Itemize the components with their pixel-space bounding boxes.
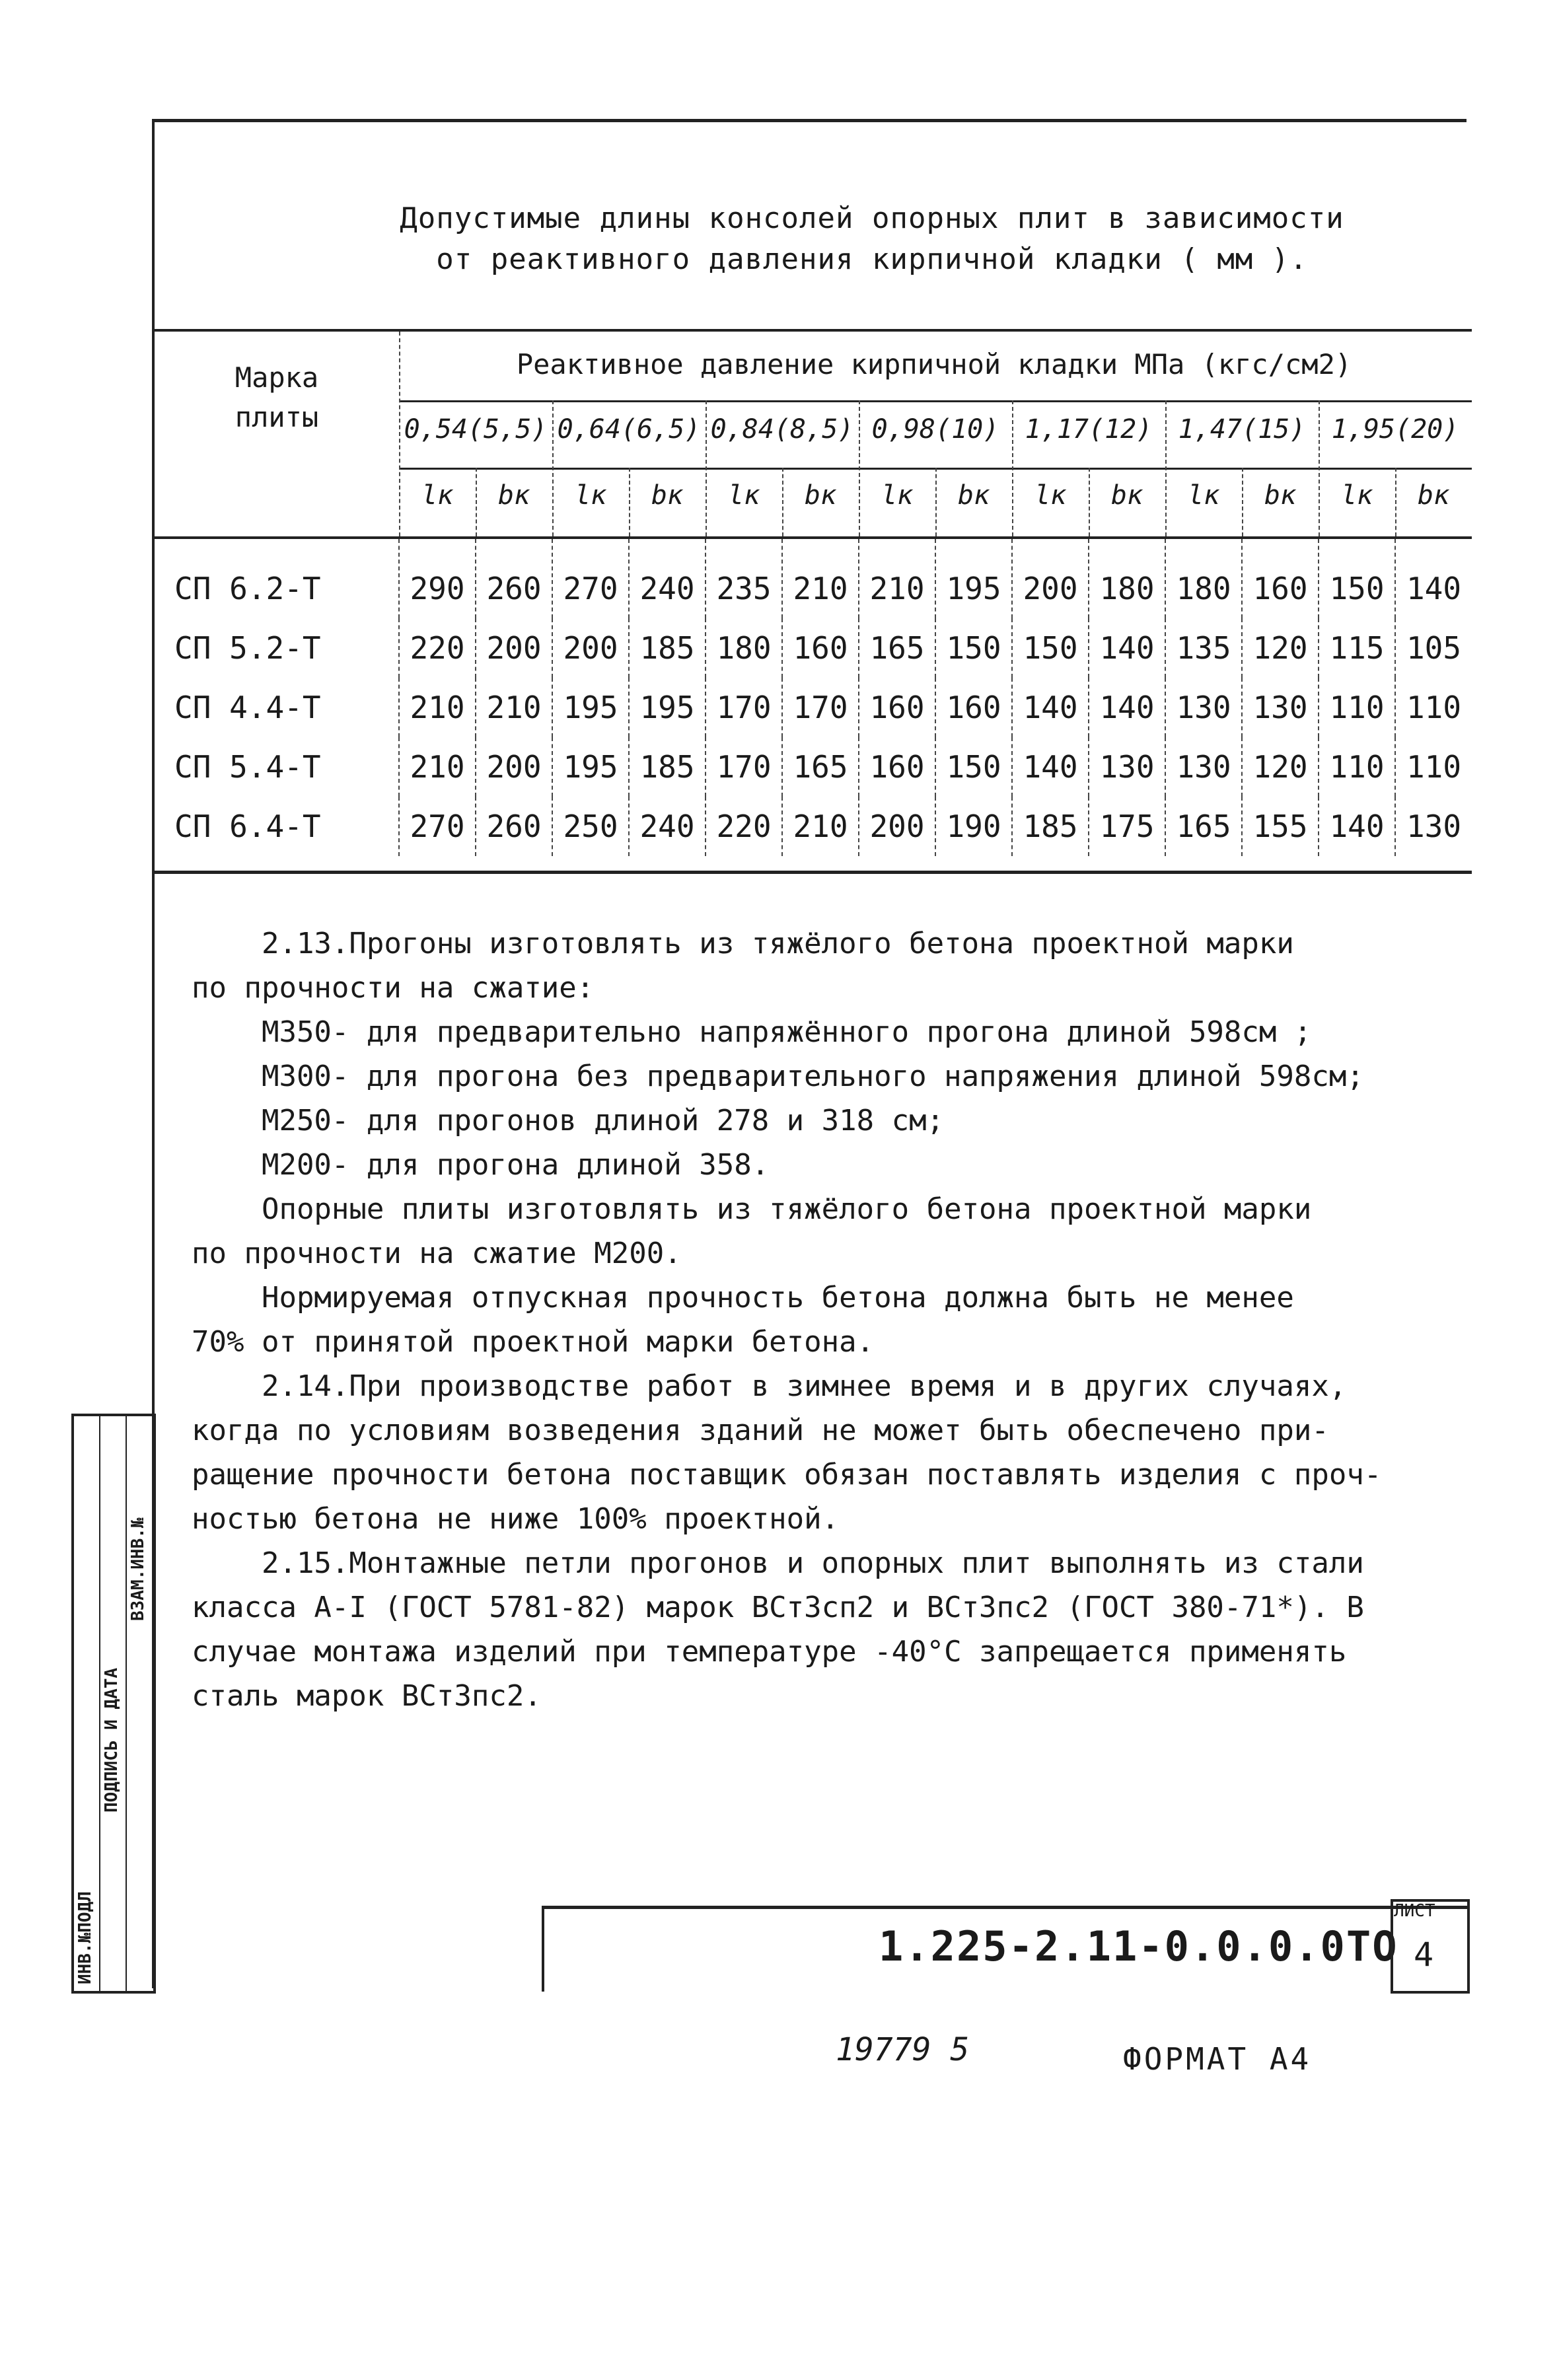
table-cell: 170 [782, 678, 859, 737]
table-cell: 270 [399, 797, 476, 856]
text-line: 70% от принятой проектной марки бетона. [192, 1325, 875, 1359]
sub-header-cell: lк [1187, 480, 1220, 511]
table-row [155, 737, 1472, 797]
mark-header: Марка плиты [235, 361, 319, 433]
table-cell: 150 [935, 737, 1012, 797]
row-mark: СП 5.4-Т [174, 749, 321, 785]
table-cell: 180 [706, 618, 782, 678]
table-cell: 185 [629, 618, 706, 678]
sub-header-cell: lк [1340, 480, 1373, 511]
table-cell: 240 [629, 797, 706, 856]
text-line: 2.13.Прогоны изготовлять из тяжёлого бетона проектной марки [192, 927, 1294, 960]
table-cell: 150 [935, 618, 1012, 678]
table-cell: 165 [859, 618, 935, 678]
table-cell: 195 [552, 678, 629, 737]
row-mark: СП 6.4-Т [174, 809, 321, 844]
table-cell: 130 [1242, 678, 1319, 737]
table-cell: 135 [1165, 618, 1242, 678]
sub-header-cell: bк [1417, 480, 1450, 511]
table-cell: 210 [399, 737, 476, 797]
pressure-header: 1,47(15) [1178, 414, 1306, 445]
sub-header-cell: lк [881, 480, 914, 511]
text-line: Нормируемая отпускная прочность бетона должна быть не менее [192, 1281, 1294, 1315]
row-mark: СП 5.2-Т [174, 630, 321, 666]
table-cell: 200 [1012, 539, 1089, 618]
table-cell: 165 [1165, 797, 1242, 856]
table-cell: 290 [399, 539, 476, 618]
sub-header-cell: bк [957, 480, 990, 511]
text-line: класса А-I (ГОСТ 5781-82) марок ВСт3сп2 и ВСт3пс2 (ГОСТ 380-71*). В [192, 1591, 1364, 1624]
table-row [155, 539, 1472, 618]
footer-format: ФОРМАТ А4 [1123, 2041, 1312, 2077]
side-stamp-signature: ПОДПИСЬ И ДАТА [102, 1667, 122, 1813]
table-row [155, 678, 1472, 737]
sub-header-cell: bк [804, 480, 837, 511]
table-cell: 210 [782, 797, 859, 856]
pressure-header: 0,84(8,5) [710, 414, 854, 445]
table-cell: 185 [1012, 797, 1089, 856]
row-mark: СП 6.2-Т [174, 571, 321, 606]
text-line: М200- для прогона длиной 358. [192, 1148, 770, 1182]
table-cell: 260 [476, 539, 552, 618]
text-line: Опорные плиты изготовлять из тяжёлого бетона проектной марки [192, 1192, 1312, 1226]
table-cell: 200 [476, 618, 552, 678]
sub-header-cell: lк [421, 480, 454, 511]
text-line: М300- для прогона без предварительного напряжения длиной 598см; [192, 1060, 1364, 1093]
table-cell: 120 [1242, 737, 1319, 797]
table-cell: 130 [1395, 797, 1472, 856]
table-cell: 155 [1242, 797, 1319, 856]
frame-top-border [152, 119, 1466, 122]
table-cell: 160 [859, 737, 935, 797]
sub-header-cell: bк [1110, 480, 1143, 511]
title-line-2: от реактивного давления кирпичной кладки ( мм ). [436, 242, 1308, 276]
table-cell: 140 [1089, 618, 1165, 678]
text-line: 2.14.При производстве работ в зимнее время и в других случаях, [192, 1369, 1347, 1403]
table-cell: 270 [552, 539, 629, 618]
pressure-header: 0,98(10) [871, 414, 999, 445]
table-cell: 170 [706, 678, 782, 737]
table-cell: 190 [935, 797, 1012, 856]
table-cell: 110 [1319, 737, 1395, 797]
table-cell: 195 [552, 737, 629, 797]
table-cell: 210 [859, 539, 935, 618]
table-cell: 220 [706, 797, 782, 856]
table-cell: 235 [706, 539, 782, 618]
text-line: М250- для прогонов длиной 278 и 318 см; [192, 1104, 945, 1137]
table-cell: 195 [935, 539, 1012, 618]
table-cell: 110 [1395, 737, 1472, 797]
table-cell: 110 [1395, 678, 1472, 737]
table-cell: 260 [476, 797, 552, 856]
table-cell: 115 [1319, 618, 1395, 678]
text-line: 2.15.Монтажные петли прогонов и опорных плит выполнять из стали [192, 1546, 1364, 1580]
table-cell: 160 [859, 678, 935, 737]
side-stamp [71, 1414, 156, 1994]
text-line: по прочности на сжатие: [192, 971, 595, 1005]
table-bottom-border [155, 871, 1472, 874]
row-mark: СП 4.4-Т [174, 690, 321, 725]
table-cell: 250 [552, 797, 629, 856]
text-line: М350- для предварительно напряжённого прогона длиной 598см ; [192, 1015, 1312, 1049]
table-cell: 110 [1319, 678, 1395, 737]
table-cell: 195 [629, 678, 706, 737]
sub-header-cell: bк [497, 480, 530, 511]
sheet-number: 4 [1414, 1935, 1434, 1974]
table-cell: 180 [1165, 539, 1242, 618]
table-cell: 210 [476, 678, 552, 737]
side-stamp-inv: ИНВ.№ПОДЛ [75, 1891, 95, 1984]
table-row [155, 618, 1472, 678]
table-cell: 180 [1089, 539, 1165, 618]
title-line-1: Допустимые длины консолей опорных плит в зависимости [400, 201, 1344, 235]
pressure-header: 1,95(20) [1331, 414, 1459, 445]
table-cell: 140 [1319, 797, 1395, 856]
table-cell: 210 [399, 678, 476, 737]
text-line: по прочности на сжатие М200. [192, 1237, 682, 1270]
table-cell: 210 [782, 539, 859, 618]
text-line: сталь марок ВСт3пс2. [192, 1679, 542, 1713]
table-cell: 140 [1089, 678, 1165, 737]
table-cell: 160 [1242, 539, 1319, 618]
table-cell: 240 [629, 539, 706, 618]
table-cell: 120 [1242, 618, 1319, 678]
table-cell: 130 [1165, 678, 1242, 737]
table-cell: 150 [1319, 539, 1395, 618]
table-cell: 140 [1012, 678, 1089, 737]
sub-header-cell: bк [1264, 480, 1297, 511]
sub-header-cell: lк [1034, 480, 1067, 511]
table-cell: 220 [399, 618, 476, 678]
pressure-header: 1,17(12) [1025, 414, 1153, 445]
table-cell: 185 [629, 737, 706, 797]
text-line: случае монтажа изделий при температуре -40°С запрещается применять [192, 1635, 1347, 1669]
table-cell: 105 [1395, 618, 1472, 678]
sub-header-cell: lк [727, 480, 760, 511]
document-code: 1.225-2.11-0.0.0.0ТО [879, 1922, 1398, 1970]
table-cell: 170 [706, 737, 782, 797]
pressure-group-header: Реактивное давление кирпичной кладки МПа (кгс/см2) [516, 348, 1352, 380]
sheet-label: ЛИСТ [1394, 1901, 1435, 1921]
table-row [155, 797, 1472, 856]
table-cell: 160 [935, 678, 1012, 737]
text-line: когда по условиям возведения зданий не может быть обеспечено при- [192, 1414, 1329, 1447]
sub-header-cell: lк [574, 480, 607, 511]
side-stamp-replace: ВЗАМ.ИНВ.№ [128, 1517, 148, 1621]
table-cell: 160 [782, 618, 859, 678]
table-cell: 130 [1165, 737, 1242, 797]
text-line: ращение прочности бетона поставщик обязан поставлять изделия с проч- [192, 1458, 1382, 1492]
table-body [155, 539, 1472, 856]
table-cell: 165 [782, 737, 859, 797]
footer-number: 19779 5 [836, 2031, 970, 2068]
pressure-header: 0,64(6,5) [557, 414, 701, 445]
consoles-table [155, 329, 1472, 871]
table-cell: 150 [1012, 618, 1089, 678]
table-title [344, 198, 1400, 280]
table-cell: 200 [476, 737, 552, 797]
pressure-header: 0,54(5,5) [404, 414, 548, 445]
table-cell: 200 [552, 618, 629, 678]
table-cell: 130 [1089, 737, 1165, 797]
table-cell: 140 [1395, 539, 1472, 618]
table-cell: 200 [859, 797, 935, 856]
table-header [155, 329, 1472, 539]
text-line: ностью бетона не ниже 100% проектной. [192, 1502, 840, 1536]
table-cell: 175 [1089, 797, 1165, 856]
table-cell: 140 [1012, 737, 1089, 797]
sub-header-cell: bк [651, 480, 684, 511]
